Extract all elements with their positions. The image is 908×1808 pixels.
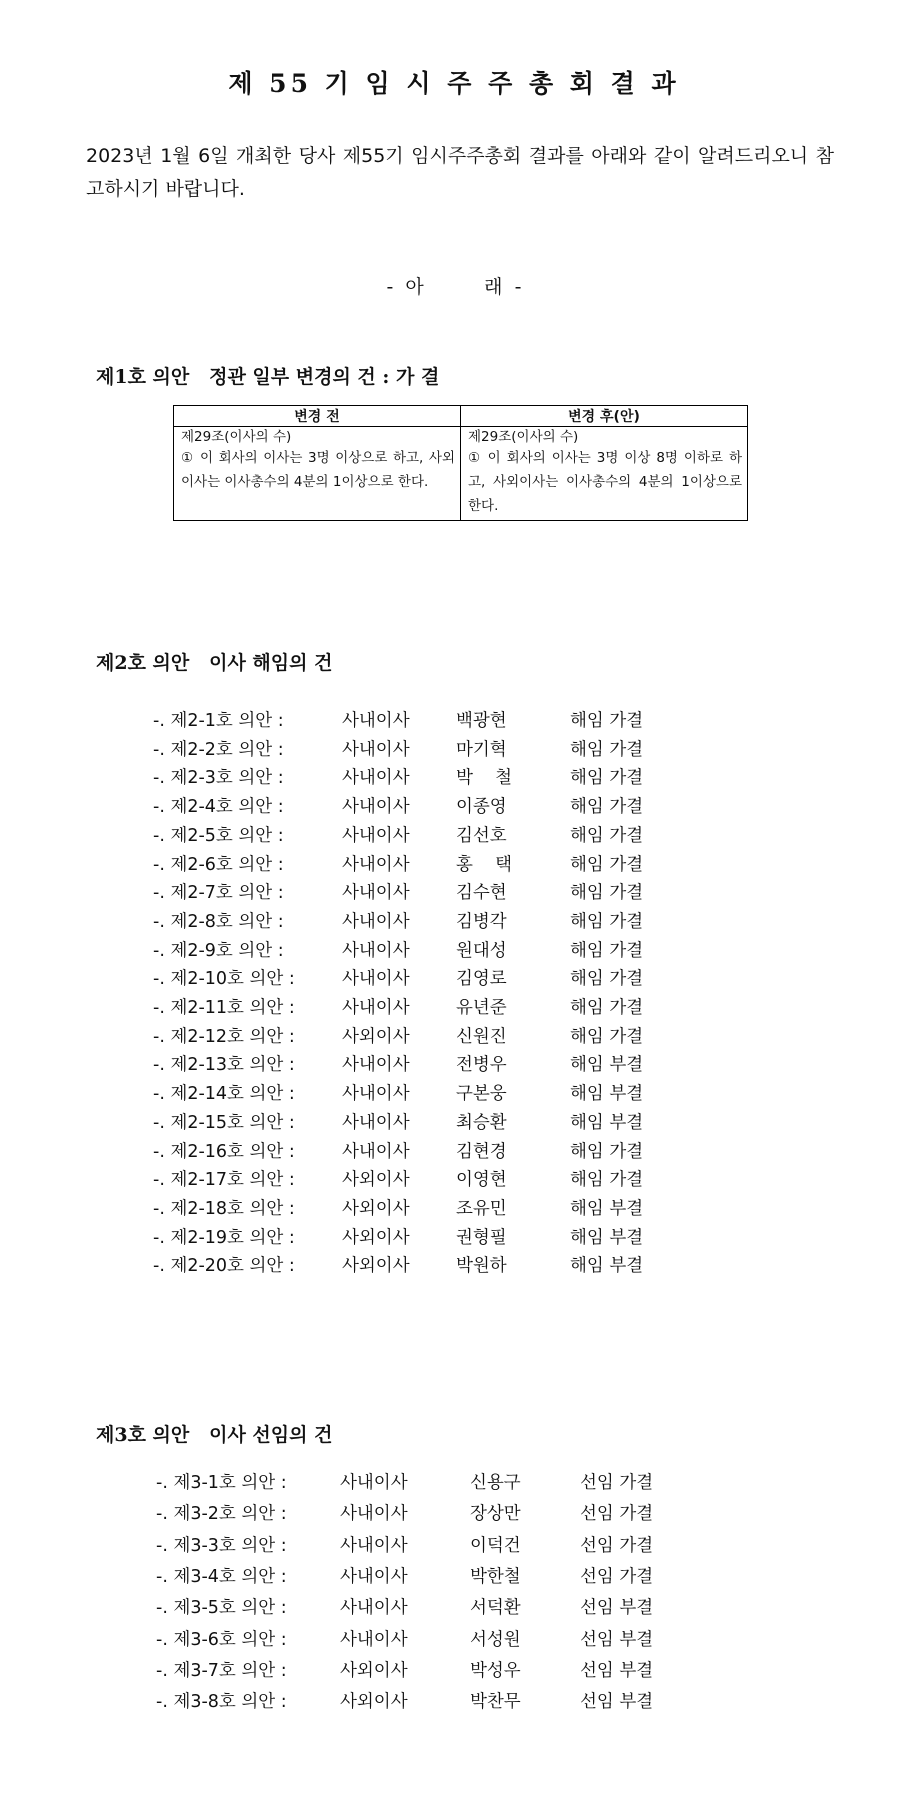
director-name: 김영로 (456, 969, 507, 990)
director-name: 서성원 (470, 1629, 521, 1650)
before-article: 제29조(이사의 수) (181, 429, 292, 445)
director-type: 사내이사 (342, 711, 410, 731)
director-type: 사내이사 (342, 1055, 410, 1076)
vote-result: 선임 가결 (580, 1473, 654, 1493)
before-cell (174, 427, 461, 521)
director-type: 사외이사 (342, 1227, 410, 1248)
list-item (0, 1138, 908, 1164)
intro-paragraph: 2023년 1월 6일 개최한 당사 제55기 임시주주총회 결과를 아래와 같이 알려드리오니 참고하시기 바랍니다. (86, 145, 834, 200)
list-item (0, 879, 908, 905)
director-type: 사외이사 (342, 1170, 410, 1191)
director-name: 최승환 (456, 1112, 507, 1133)
director-name: 신용구 (470, 1473, 521, 1493)
item-number: -. 제2-9호 의안 : (153, 940, 284, 961)
director-type: 사외이사 (340, 1692, 408, 1713)
agenda2-title: 제2호 의안 이사 해임의 건 (96, 652, 333, 674)
after-clause: ① 이 회사의 이사는 3명 이상 8명 이하로 하고, 사외이사는 이사총수의 4분의 1이상으로 한다. (468, 450, 742, 514)
director-name: 장상만 (470, 1504, 521, 1525)
item-number: -. 제2-12호 의안 : (153, 1026, 295, 1047)
vote-result: 해임 가결 (570, 825, 644, 846)
item-number: -. 제3-2호 의안 : (156, 1504, 287, 1525)
list-item (0, 1051, 908, 1077)
vote-result: 해임 가결 (570, 883, 644, 904)
vote-result: 선임 가결 (580, 1504, 654, 1525)
agenda3-title: 제3호 의안 이사 선임의 건 (96, 1424, 333, 1446)
director-type: 사내이사 (340, 1629, 408, 1650)
vote-result: 선임 부결 (580, 1692, 654, 1713)
item-number: -. 제2-13호 의안 : (153, 1055, 295, 1076)
agenda1-title: 제1호 의안 정관 일부 변경의 건 : 가 결 (96, 366, 440, 388)
director-type: 사내이사 (342, 1084, 410, 1105)
item-number: -. 제3-5호 의안 : (156, 1598, 287, 1619)
director-name: 구본웅 (456, 1084, 507, 1105)
before-clause: ① 이 회사의 이사는 3명 이상으로 하고, 사외이사는 이사총수의 4분의 1이상으로 한다. (181, 450, 455, 490)
director-name: 박원하 (456, 1256, 507, 1277)
vote-result: 해임 가결 (570, 768, 644, 789)
item-number: -. 제2-18호 의안 : (153, 1198, 295, 1219)
list-item (0, 1195, 908, 1221)
director-name: 유년준 (456, 998, 507, 1018)
item-number: -. 제2-14호 의안 : (153, 1084, 295, 1105)
list-item (0, 1023, 908, 1049)
director-type: 사내이사 (342, 940, 410, 961)
vote-result: 선임 부결 (580, 1660, 654, 1681)
item-number: -. 제2-10호 의안 : (153, 969, 295, 990)
header-after: 변경 후(안) (461, 406, 748, 427)
vote-result: 해임 가결 (570, 1170, 644, 1191)
item-number: -. 제2-7호 의안 : (153, 883, 284, 904)
director-type: 사외이사 (342, 1256, 410, 1277)
director-name: 김선호 (456, 825, 507, 846)
item-number: -. 제2-4호 의안 : (153, 797, 284, 818)
list-item (0, 736, 908, 762)
list-item (0, 1080, 908, 1106)
document-title: 제 55 기 임 시 주 주 총 회 결 과 (228, 69, 680, 98)
item-number: -. 제2-1호 의안 : (153, 711, 284, 731)
director-name: 서덕환 (470, 1598, 521, 1619)
director-type: 사내이사 (342, 797, 410, 818)
director-type: 사내이사 (342, 969, 410, 990)
director-type: 사내이사 (340, 1598, 408, 1619)
list-item (0, 1224, 908, 1250)
item-number: -. 제2-6호 의안 : (153, 854, 284, 875)
item-number: -. 제3-3호 의안 : (156, 1535, 287, 1556)
vote-result: 해임 가결 (570, 1026, 644, 1047)
director-name: 홍 택 (456, 854, 513, 875)
item-number: -. 제3-4호 의안 : (156, 1566, 287, 1587)
list-item (0, 1626, 908, 1652)
list-item (0, 937, 908, 963)
director-type: 사내이사 (342, 911, 410, 932)
list-item (0, 908, 908, 934)
header-before: 변경 전 (174, 406, 461, 427)
director-type: 사내이사 (342, 998, 410, 1018)
director-type: 사내이사 (340, 1535, 408, 1556)
director-name: 박성우 (470, 1660, 521, 1681)
vote-result: 해임 부결 (570, 1112, 644, 1133)
item-number: -. 제2-3호 의안 : (153, 768, 284, 789)
after-cell (461, 427, 748, 521)
item-number: -. 제2-8호 의안 : (153, 911, 284, 932)
director-type: 사내이사 (342, 883, 410, 904)
director-type: 사외이사 (340, 1660, 408, 1681)
list-item (0, 965, 908, 991)
director-name: 권형필 (456, 1227, 507, 1248)
list-item (0, 994, 908, 1020)
director-name: 이종영 (456, 797, 507, 818)
director-name: 김현경 (456, 1141, 507, 1162)
vote-result: 선임 부결 (580, 1598, 654, 1619)
director-name: 이덕건 (470, 1535, 521, 1556)
vote-result: 해임 가결 (570, 998, 644, 1018)
list-item (0, 822, 908, 848)
director-name: 박한철 (470, 1566, 521, 1587)
director-type: 사외이사 (342, 1026, 410, 1047)
director-name: 박찬무 (470, 1692, 521, 1713)
director-type: 사내이사 (342, 854, 410, 875)
director-name: 백광현 (456, 711, 507, 731)
item-number: -. 제2-15호 의안 : (153, 1112, 295, 1133)
vote-result: 해임 가결 (570, 940, 644, 961)
item-number: -. 제3-8호 의안 : (156, 1692, 287, 1713)
vote-result: 해임 부결 (570, 1198, 644, 1219)
item-number: -. 제3-1호 의안 : (156, 1473, 287, 1493)
list-item (0, 793, 908, 819)
item-number: -. 제2-11호 의안 : (153, 998, 295, 1018)
list-item (0, 1109, 908, 1135)
director-name: 전병우 (456, 1055, 507, 1076)
director-type: 사내이사 (342, 1141, 410, 1162)
vote-result: 해임 가결 (570, 1141, 644, 1162)
item-number: -. 제3-7호 의안 : (156, 1660, 287, 1681)
director-type: 사내이사 (340, 1473, 408, 1493)
item-number: -. 제2-5호 의안 : (153, 825, 284, 846)
director-type: 사내이사 (342, 1112, 410, 1133)
list-item (0, 1688, 908, 1714)
director-name: 원대성 (456, 940, 507, 961)
item-number: -. 제2-19호 의안 : (153, 1227, 295, 1248)
notice-heading: - 아 래 - (386, 276, 522, 298)
vote-result: 선임 부결 (580, 1629, 654, 1650)
vote-result: 선임 가결 (580, 1566, 654, 1587)
director-name: 김병각 (456, 911, 507, 932)
vote-result: 선임 가결 (580, 1535, 654, 1556)
list-item (0, 851, 908, 877)
item-number: -. 제2-16호 의안 : (153, 1141, 295, 1162)
amendment-table-row (174, 427, 748, 521)
director-name: 신원진 (456, 1026, 507, 1047)
vote-result: 해임 가결 (570, 711, 644, 731)
director-type: 사외이사 (342, 1198, 410, 1219)
list-item (0, 1563, 908, 1589)
director-name: 김수현 (456, 883, 507, 904)
vote-result: 해임 가결 (570, 854, 644, 875)
vote-result: 해임 부결 (570, 1055, 644, 1076)
director-type: 사내이사 (342, 825, 410, 846)
item-number: -. 제3-6호 의안 : (156, 1629, 287, 1650)
vote-result: 해임 부결 (570, 1256, 644, 1277)
vote-result: 해임 가결 (570, 797, 644, 818)
director-name: 조유민 (456, 1198, 507, 1219)
director-name: 마기혁 (456, 739, 507, 760)
director-type: 사내이사 (342, 768, 410, 789)
director-type: 사내이사 (342, 739, 410, 760)
after-article: 제29조(이사의 수) (468, 429, 579, 445)
director-name: 이영현 (456, 1170, 507, 1191)
amendment-table-header-row (174, 406, 748, 427)
item-number: -. 제2-2호 의안 : (153, 739, 284, 760)
vote-result: 해임 부결 (570, 1084, 644, 1105)
list-item (0, 1532, 908, 1558)
item-number: -. 제2-20호 의안 : (153, 1256, 295, 1277)
list-item (0, 764, 908, 790)
amendment-table (173, 405, 748, 521)
vote-result: 해임 가결 (570, 739, 644, 760)
vote-result: 해임 부결 (570, 1227, 644, 1248)
vote-result: 해임 가결 (570, 911, 644, 932)
item-number: -. 제2-17호 의안 : (153, 1170, 295, 1191)
list-item (0, 707, 908, 733)
director-type: 사내이사 (340, 1566, 408, 1587)
list-item (0, 1166, 908, 1192)
list-item (0, 1657, 908, 1683)
list-item (0, 1469, 908, 1495)
list-item (0, 1594, 908, 1620)
director-name: 박 철 (456, 768, 513, 789)
vote-result: 해임 가결 (570, 969, 644, 990)
list-item (0, 1252, 908, 1278)
list-item (0, 1500, 908, 1526)
director-type: 사내이사 (340, 1504, 408, 1525)
